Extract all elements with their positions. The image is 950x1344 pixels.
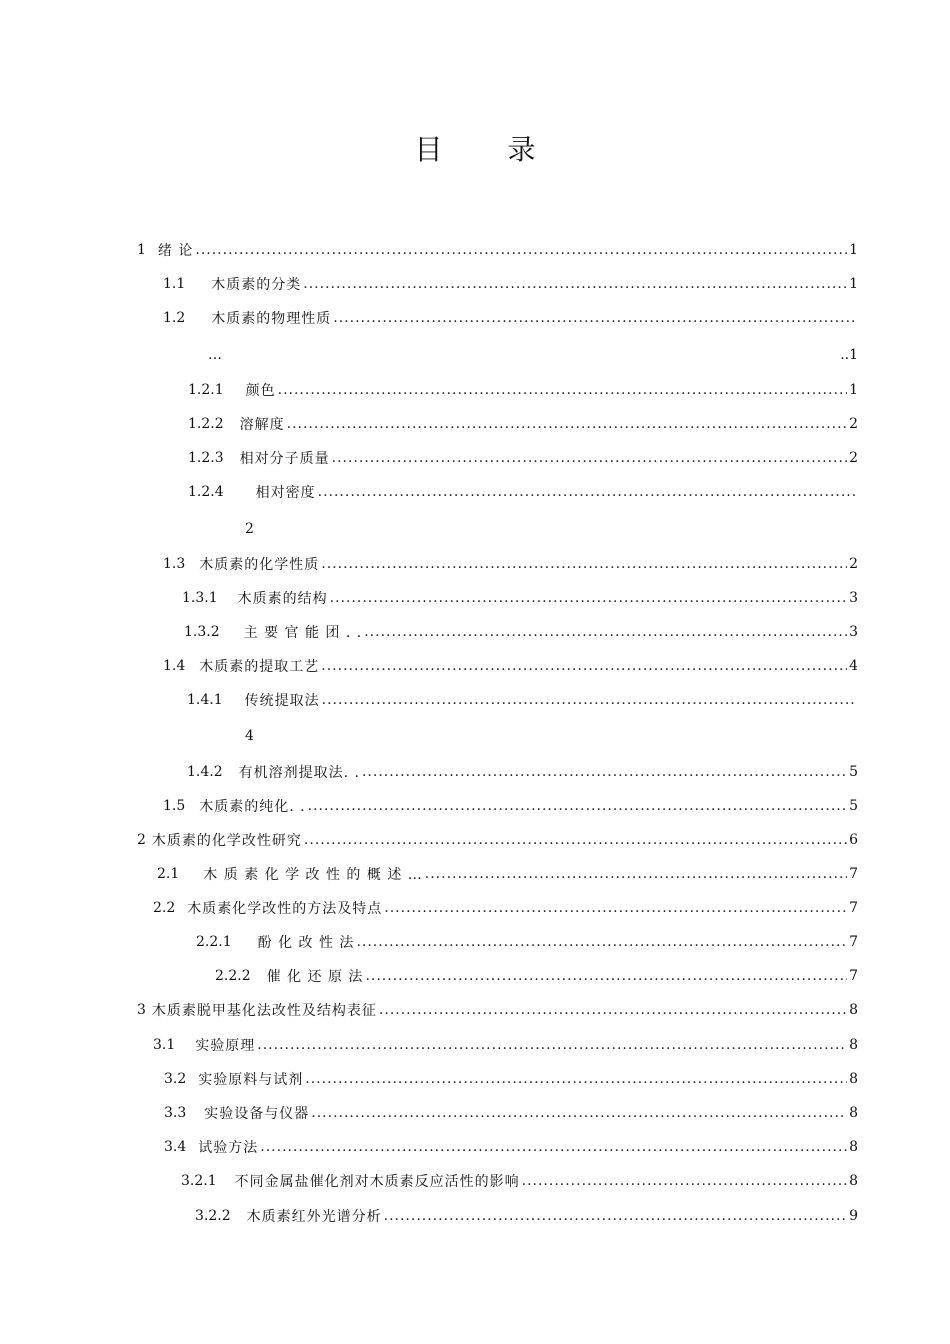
toc-entry-number: 1.4.1 [187,692,223,708]
toc-entry-title: 木质素的纯化. . [199,799,306,815]
toc-entry-page: ..1 [840,347,858,363]
toc-entry-number: 3.2 [164,1071,187,1087]
toc-entry-number: 3.2.2 [195,1208,231,1224]
toc-entry [137,829,858,851]
toc-entry-title: 木质素红外光谱分析 [246,1209,382,1225]
toc-entry [163,273,858,295]
toc-leader-dots [311,1105,847,1121]
toc-entry-number: 2.2 [153,900,176,916]
toc-entry-page: 2 [245,521,254,537]
toc-entry-number: 1.4 [163,658,186,674]
toc-entry-page: 9 [849,1208,858,1224]
toc-entry [164,1102,858,1124]
toc-entry [188,447,858,469]
toc-entry [153,1034,858,1056]
toc-leader-dots [260,1139,847,1155]
toc-entry-page: 4 [849,658,858,674]
toc-leader-dots [322,692,856,708]
toc-entry [215,965,858,987]
toc-entry-title: 主 要 官 能 团 . . [243,625,363,641]
toc-entry-page: 8 [849,1071,858,1087]
toc-entry-title: 相对分子质量 [239,451,330,467]
toc-entry-page: 7 [849,968,858,984]
toc-entry-number: 1.3 [163,556,186,572]
toc-entry [137,999,858,1021]
toc-leader-dots [321,658,847,674]
toc-entry-page: 2 [849,416,858,432]
toc-entry [163,655,858,677]
toc-entry-title: 木 质 素 化 学 改 性 的 概 述 … [203,867,423,883]
toc-leader-dots [384,1208,847,1224]
toc-entry-title: 实验原料与试剂 [198,1072,304,1088]
toc-entry-number: 3.4 [164,1139,187,1155]
toc-entry-number: 1.3.2 [184,624,220,640]
toc-leader-dots [364,624,847,640]
toc-entry-page: 8 [849,1139,858,1155]
toc-entry-number: 1.2.2 [188,416,224,432]
toc-entry-title: 相对密度 [255,485,316,501]
toc-entry-number: 2.1 [157,866,180,882]
toc-entry-number: 1.2.1 [188,382,224,398]
toc-entry-title: 实验设备与仪器 [204,1106,310,1122]
toc-leader-dots [362,764,847,780]
toc-entry-continuation [208,344,858,366]
toc-entry-title: 实验原理 [195,1038,256,1054]
toc-entry-title: 木质素的提取工艺 [199,659,320,675]
toc-entry-number: 3 [137,1002,146,1018]
toc-entry [137,239,858,261]
toc-entry-title: 绪 论 [157,243,194,259]
toc-entry [187,689,858,711]
toc-entry-title: 传统提取法 [244,693,320,709]
toc-entry-page: 8 [849,1105,858,1121]
toc-entry-title: 木质素的分类 [211,277,302,293]
toc-leader-dots [321,556,847,572]
toc-entry-title: 木质素脱甲基化法改性及结构表征 [151,1003,377,1019]
toc-entry-number: 3.1 [153,1037,176,1053]
toc-entry [188,413,858,435]
toc-leader-dots [379,1002,847,1018]
toc-entry-page: 4 [245,728,254,744]
toc-entry-title: 木质素的结构 [237,591,328,607]
toc-entry-page: 5 [849,764,858,780]
toc-entry-number: 2 [137,832,146,848]
toc-leader-dots [257,1037,847,1053]
toc-entry-page: 1 [849,382,858,398]
toc-entry-page: 3 [849,624,858,640]
toc-entry-title: 不同金属盐催化剂对木质素反应活性的影响 [234,1174,520,1190]
toc-leader-dots [278,382,847,398]
toc-entry-title: 木质素的化学性质 [199,557,320,573]
toc-entry-page: 8 [849,1173,858,1189]
toc-leader-dots [384,900,847,916]
toc-entry [163,553,858,575]
toc-entry [164,1068,858,1090]
toc-entry-page: 1 [849,242,858,258]
toc-entry [182,587,858,609]
toc-entry-number: 1.2.3 [188,450,224,466]
toc-entry-number: 2.2.2 [215,968,251,984]
toc-leader-dots [425,866,847,882]
toc-leader-dots [305,1071,847,1087]
toc-entry-title: 试验方法 [198,1140,259,1156]
toc-entry [184,621,858,643]
toc-leader-dots [304,832,847,848]
toc-entry [188,379,858,401]
toc-entry-title: 木质素的物理性质 [211,311,332,327]
toc-entry [195,1205,858,1227]
toc-title: 目 录 [414,133,564,166]
toc-entry-page: 6 [849,832,858,848]
toc-entry-page: 7 [849,900,858,916]
toc-entry-page: 8 [849,1002,858,1018]
toc-entry [187,761,858,783]
toc-entry-number: 3.3 [164,1105,187,1121]
toc-entry-page: 7 [849,866,858,882]
toc-leader-dots [332,450,847,466]
toc-entry [164,1136,858,1158]
toc-entry-page: 2 [849,450,858,466]
toc-entry-number: 1.2.4 [188,484,224,500]
toc-leader-dots [330,590,847,606]
toc-entry-page: 2 [849,556,858,572]
toc-entry-page: 8 [849,1037,858,1053]
toc-leader-dots [365,968,847,984]
toc-entry-number: 2.2.1 [196,934,232,950]
toc-entry-page: 5 [849,798,858,814]
toc-entry [157,863,858,885]
toc-entry-page: 1 [849,276,858,292]
toc-entry-title: 木质素化学改性的方法及特点 [187,901,383,917]
toc-entry-title: 酚 化 改 性 法 [257,935,355,951]
toc-leader-dots [303,276,847,292]
toc-entry-title: 溶解度 [239,417,285,433]
toc-entry-number: 1.4.2 [187,764,223,780]
toc-entry-page: 3 [849,590,858,606]
toc-entry [153,897,858,919]
toc-entry-number: 3.2.1 [181,1173,217,1189]
toc-entry [181,1170,858,1192]
toc-entry [196,931,858,953]
toc-entry [163,307,858,329]
toc-entry-number: 1 [137,242,146,258]
toc-entry-title: … [208,347,223,363]
toc-entry-number: 1.1 [163,276,186,292]
toc-leader-dots [318,484,856,500]
toc-leader-dots [522,1173,847,1189]
toc-leader-dots [333,310,856,326]
toc-leader-dots [308,798,847,814]
toc-entry-title: 催 化 还 原 法 [266,969,364,985]
toc-entry-title: 颜色 [245,383,276,399]
toc-entry-title: 木质素的化学改性研究 [151,833,302,849]
toc-leader-dots [195,242,847,258]
toc-entry-number: 1.2 [163,310,186,326]
toc-entry [163,795,858,817]
toc-entry-number: 1.3.1 [182,590,218,606]
toc-leader-dots [356,934,847,950]
toc-entry-page: 7 [849,934,858,950]
toc-leader-dots [287,416,847,432]
toc-entry-title: 有机溶剂提取法. . [238,765,360,781]
toc-entry [188,481,858,503]
toc-entry-number: 1.5 [163,798,186,814]
